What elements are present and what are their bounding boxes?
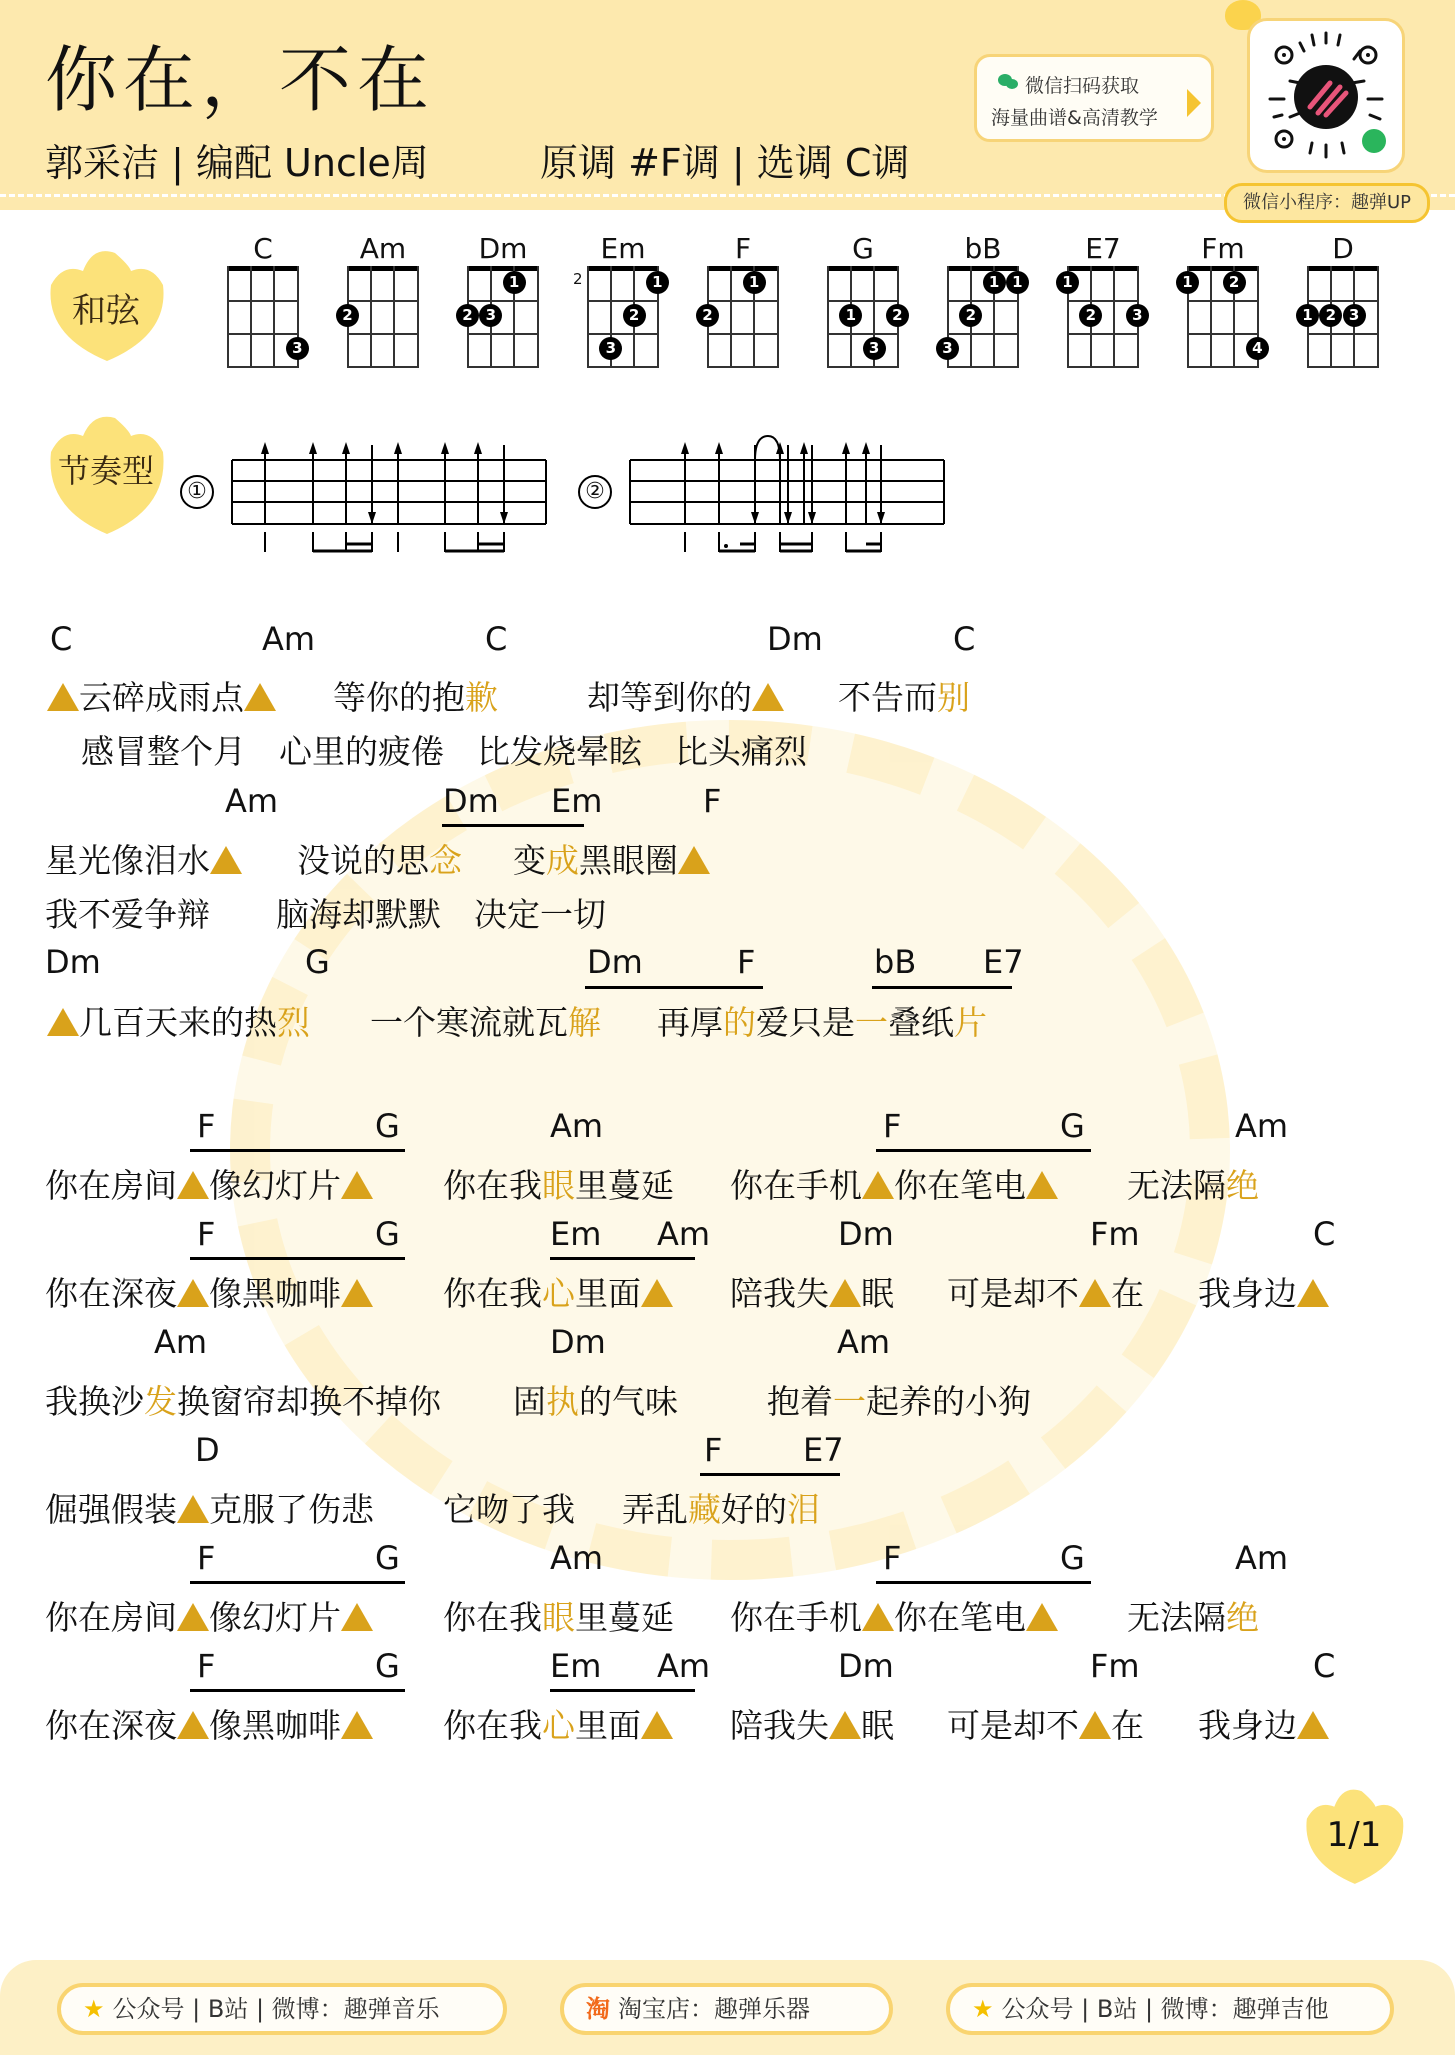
chord-diagram [1182,266,1263,368]
chord-label: Dm [767,620,823,658]
chord-label: C [1313,1215,1336,1253]
finger-dot: 1 [839,304,862,327]
chord-label: C [953,620,976,658]
finger-dot: 4 [1246,337,1269,360]
beat-marker-icon [1079,1711,1111,1739]
chord-label: Am [837,1323,891,1361]
lyric-line: 你在手机 你在笔电 [730,1160,1058,1207]
chord-underline [700,1473,840,1476]
lyric-line: 却等到你的 [587,672,784,719]
finger-dot: 2 [696,304,719,327]
chord-diagram [342,266,419,368]
beat-marker-icon [47,683,79,711]
footer-link-guitar[interactable]: ★ 公众号 | B站 | 微博：趣弹吉他 [946,1983,1394,2035]
chord-label: Fm [1090,1647,1140,1685]
chord-label: Dm [838,1215,894,1253]
finger-dot: 2 [1079,304,1102,327]
lyric-line: 陪我失 眠 [730,1706,894,1745]
chord-label: Em [550,1647,602,1685]
finger-dot: 2 [959,304,982,327]
chord-label: G [1060,1107,1085,1145]
miniapp-label: 微信小程序：趣弹UP [1224,183,1430,223]
chord-diagram [462,266,539,368]
beat-marker-icon [752,683,784,711]
promo-line1: 微信扫码获取 [1025,75,1140,97]
lyric-line: 弄乱藏好的泪 [622,1490,820,1529]
beat-marker-icon [341,1171,373,1199]
finger-dot: 2 [1319,304,1342,327]
chord-label: G [375,1647,400,1685]
taobao-icon: 淘 [586,1995,610,2023]
finger-dot: 1 [1176,271,1199,294]
rhythm-pattern-2 [628,430,948,555]
finger-dot: 2 [1223,271,1246,294]
lyric-line: 你在深夜 像黑咖啡 [45,1268,373,1315]
chord-diagram-name: bB [964,232,1002,265]
beat-marker-icon [829,1711,861,1739]
chord-underline [190,1689,405,1692]
beat-marker-icon [210,846,242,874]
lyric-line: 等你的抱歉 [333,678,498,717]
finger-dot: 1 [1296,304,1319,327]
qr-pattern-icon [1250,21,1402,170]
wechat-icon [997,73,1019,91]
beat-marker-icon [862,1603,894,1631]
chord-label: Dm [45,943,101,981]
chord-label: F [883,1539,902,1577]
lyric-line: 我不爱争辩 脑海却默默 决定一切 [45,895,606,934]
fret-number: 2 [573,270,583,288]
chord-label: Dm [587,943,643,981]
artist-arranger: 郭采洁 | 编配 Uncle周 [45,141,429,185]
chord-diagram [942,266,1023,368]
chord-diagram [827,266,903,368]
beat-marker-icon [1026,1171,1058,1199]
chord-diagram-name: F [734,232,752,265]
chord-label: G [305,943,330,981]
beat-marker-icon [341,1711,373,1739]
lyric-line: 我身边 [1198,1700,1329,1747]
chord-label: E7 [983,943,1024,981]
finger-dot: 1 [743,271,766,294]
finger-dot: 1 [1056,271,1079,294]
chord-label: Am [1235,1539,1289,1577]
finger-dot: 1 [983,271,1006,294]
arrow-right-icon [1187,89,1201,117]
beat-marker-icon [177,1603,209,1631]
chord-label: Am [550,1107,604,1145]
lyric-line: 你在我心里面 [443,1700,673,1747]
chord-label: F [197,1539,216,1577]
beat-marker-icon [678,846,710,874]
rhythm-2-number: ② [578,475,612,509]
chord-diagram-name: E7 [1085,232,1121,265]
chord-underline [190,1149,405,1152]
beat-marker-icon [177,1495,209,1523]
song-title: 你在，不在 [45,38,436,122]
lyric-line: 云碎成雨点 [47,672,276,719]
qr-code[interactable] [1247,18,1405,173]
star-icon: ★ [972,1995,994,2023]
star-icon: ★ [83,1995,105,2023]
lyric-line: 你在房间 像幻灯片 [45,1160,373,1207]
chord-label: Am [550,1539,604,1577]
chord-label: Am [657,1647,711,1685]
chord-label: Em [551,782,603,820]
chord-underline [190,1257,405,1260]
chord-label: F [197,1215,216,1253]
finger-dot: 3 [1126,304,1149,327]
lyric-line: 无法隔绝 [1127,1598,1259,1637]
beat-marker-icon [47,1008,79,1036]
beat-marker-icon [177,1171,209,1199]
chord-diagram [227,266,303,368]
chord-underline [550,1257,695,1260]
chord-label: G [375,1215,400,1253]
lyric-line: 它吻了我 [443,1490,575,1529]
chord-underline [550,1689,695,1692]
chord-diagram-name: C [253,232,273,265]
beat-marker-icon [341,1603,373,1631]
beat-marker-icon [244,683,276,711]
chord-label: F [704,1431,723,1469]
lyric-line: 你在我心里面 [443,1268,673,1315]
lyric-line: 一个寒流就瓦解 [370,1003,601,1042]
chord-label: bB [874,943,917,981]
finger-dot: 2 [623,304,646,327]
lyric-line: 你在我眼里蔓延 [443,1598,674,1637]
beat-marker-icon [862,1171,894,1199]
chord-label: Am [225,782,279,820]
promo-line2: 海量曲谱&高清教学 [991,107,1158,129]
lyric-line: 没说的思念 [297,841,462,880]
lyric-line: 星光像泪水 [45,835,242,882]
chord-diagram-name: G [852,232,874,265]
lyric-line: 不告而别 [838,678,970,717]
rhythm-label: 节奏型 [57,452,154,490]
finger-dot: 3 [1343,304,1366,327]
chord-label: Em [550,1215,602,1253]
beat-marker-icon [1297,1279,1329,1307]
chord-diagram [702,266,779,368]
finger-dot: 1 [503,271,526,294]
beat-marker-icon [177,1279,209,1307]
chord-label: Am [657,1215,711,1253]
lyric-line: 变成黑眼圈 [513,835,710,882]
chord-label: C [485,620,508,658]
lyric-line: 可是却不 在 [947,1706,1144,1745]
beat-marker-icon [1297,1711,1329,1739]
chord-label: F [737,943,756,981]
beat-marker-icon [1079,1279,1111,1307]
chord-underline [876,1149,1091,1152]
lyric-line: 固执的气味 [513,1382,678,1421]
chord-underline [876,1581,1091,1584]
finger-dot: 3 [863,337,886,360]
chord-label: G [1060,1539,1085,1577]
lyric-line: 我换沙发换窗帘却换不掉你 [45,1382,441,1421]
chord-label: Dm [838,1647,894,1685]
lyric-line: 你在房间 像幻灯片 [45,1592,373,1639]
chord-label: Dm [550,1323,606,1361]
beat-marker-icon [177,1711,209,1739]
rhythm-pattern-1 [230,440,550,555]
key-info: 原调 #F调 | 选调 C调 [540,141,910,185]
finger-dot: 3 [599,337,622,360]
lyric-line: 陪我失 眠 [730,1274,894,1313]
chord-label: F [703,782,722,820]
chord-label: Fm [1090,1215,1140,1253]
finger-dot: 2 [886,304,909,327]
rhythm-section-badge [43,412,169,530]
finger-dot: 3 [286,337,309,360]
finger-dot: 3 [479,304,502,327]
chord-diagram-name: Fm [1201,232,1245,265]
chord-label: G [375,1539,400,1577]
chord-label: C [50,620,73,658]
chord-underline [442,824,584,827]
chord-label: Am [154,1323,208,1361]
lyric-line: 可是却不 在 [947,1274,1144,1313]
chord-label: Am [262,620,316,658]
chord-label: C [1313,1647,1336,1685]
finger-dot: 3 [936,337,959,360]
beat-marker-icon [341,1279,373,1307]
chord-label: F [197,1107,216,1145]
beat-marker-icon [829,1279,861,1307]
chord-underline [585,986,763,989]
chord-diagram [573,266,663,368]
lyric-line: 倔强假装 克服了伤悲 [45,1490,374,1529]
chord-diagram [1302,266,1379,368]
chord-label: Am [1235,1107,1289,1145]
finger-dot: 1 [1006,271,1029,294]
chords-section-badge [43,245,169,363]
promo-box[interactable] [974,54,1214,142]
chord-label: F [197,1647,216,1685]
lyric-line: 感冒整个月 心里的疲倦 比发烧晕眩 比头痛烈 [81,732,807,771]
rhythm-1-number: ① [180,475,214,509]
lyric-line: 你在我眼里蔓延 [443,1166,674,1205]
finger-dot: 2 [456,304,479,327]
lyric-line: 你在手机 你在笔电 [730,1592,1058,1639]
chord-diagram-name: Dm [478,232,528,265]
lyric-line: 你在深夜 像黑咖啡 [45,1700,373,1747]
lyric-line: 再厚的爱只是一叠纸片 [657,1003,987,1042]
chord-label: E7 [803,1431,844,1469]
page-indicator: 1/1 [1326,1815,1382,1855]
chord-underline [190,1581,405,1584]
chords-label: 和弦 [72,291,140,331]
chord-label: F [883,1107,902,1145]
page-indicator-badge [1300,1783,1408,1887]
chord-diagram-name: Am [359,232,407,265]
chord-diagram-name: D [1332,232,1354,265]
finger-dot: 2 [336,304,359,327]
chord-diagram [1062,266,1143,368]
lyric-line: 我身边 [1198,1268,1329,1315]
beat-marker-icon [1026,1603,1058,1631]
chord-label: D [195,1431,220,1469]
footer-link-taobao[interactable]: 淘 淘宝店：趣弹乐器 [560,1983,893,2035]
chord-underline [872,986,1012,989]
lyric-line: 无法隔绝 [1127,1166,1259,1205]
chord-label: Dm [443,782,499,820]
finger-dot: 1 [646,271,669,294]
footer-link-music[interactable]: ★ 公众号 | B站 | 微博：趣弹音乐 [57,1983,507,2035]
lyric-line: 几百天来的热烈 [47,997,310,1044]
lyric-line: 抱着一起养的小狗 [767,1382,1031,1421]
beat-marker-icon [641,1711,673,1739]
chord-diagram-name: Em [600,232,646,265]
chord-label: G [375,1107,400,1145]
beat-marker-icon [641,1279,673,1307]
